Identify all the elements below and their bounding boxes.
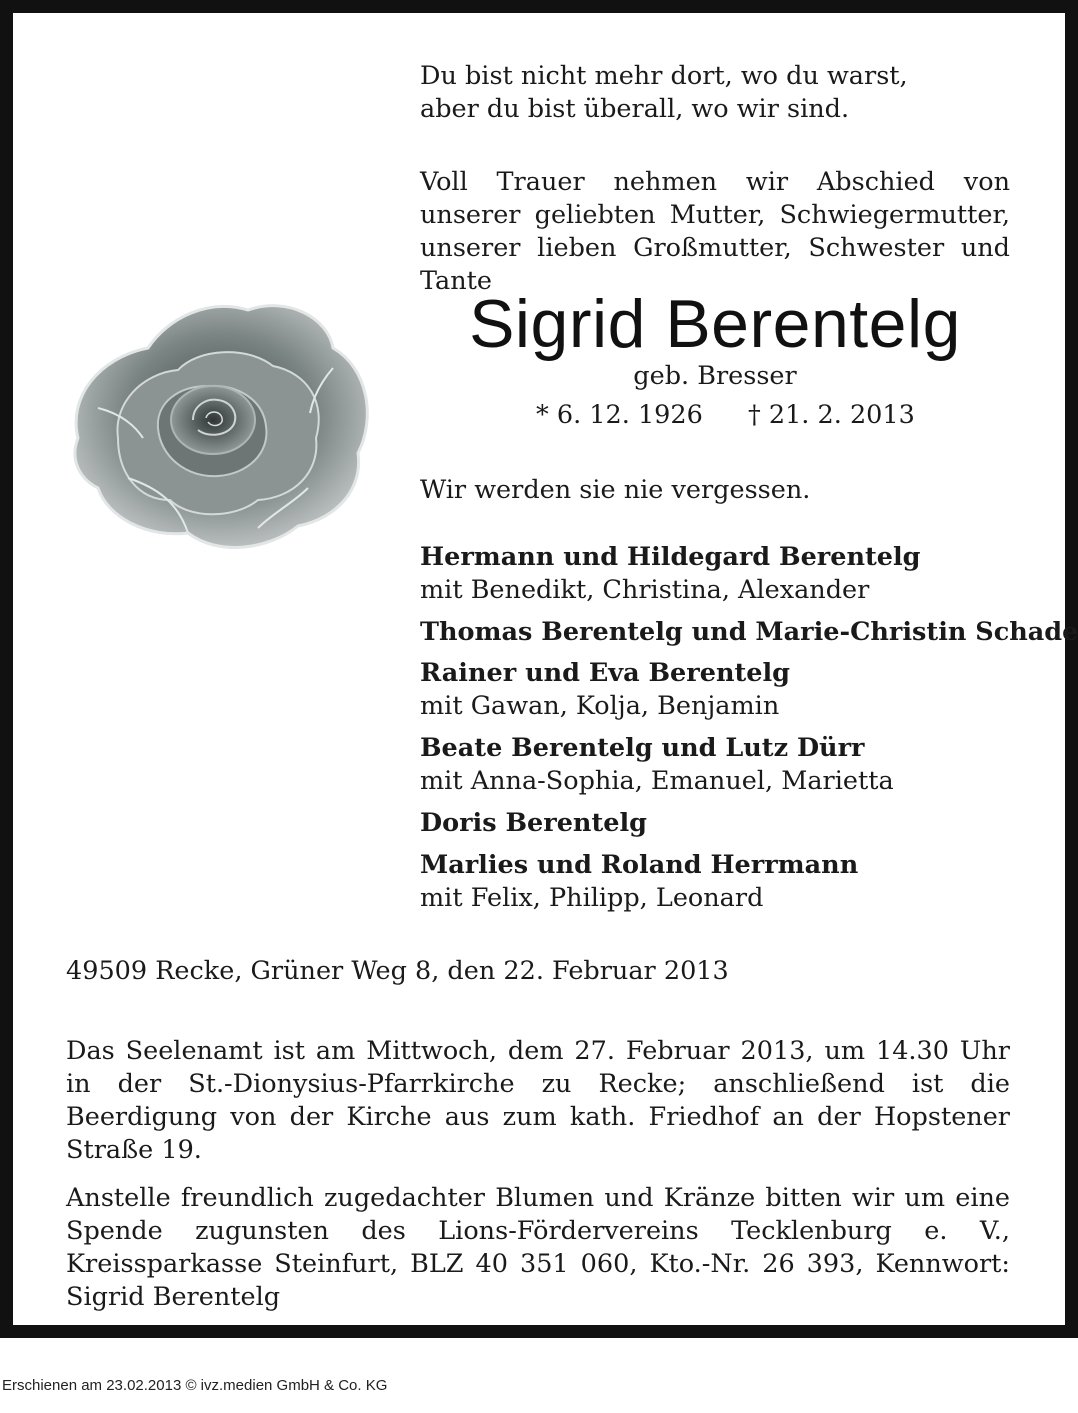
intro-text: Voll Trauer nehmen wir Abschied von unserer geliebten Mutter, Schwiegermutter, unserer lieben Großmutter, Schwester und Tante	[420, 167, 1010, 296]
donation-info: Anstelle freundlich zugedachter Blumen und Kränze bitten wir um eine Spende zugunsten des Lions-Fördervereins Tecklenburg e. V., Kreissparkasse Steinfurt, BLZ 40 351 060, Kto.-Nr. 26 393, Kennwort: Sigrid Berentelg	[66, 1183, 1010, 1312]
birth-date: * 6. 12. 1926	[536, 400, 703, 430]
family-name: Marlies und Roland Herrmann	[420, 850, 859, 880]
remembrance-text: Wir werden sie nie vergessen.	[420, 475, 811, 505]
family-children: mit Felix, Philipp, Leonard	[420, 883, 764, 913]
family-name: Thomas Berentelg und Marie-Christin Schade	[420, 617, 1078, 647]
family-children: mit Benedikt, Christina, Alexander	[420, 575, 870, 605]
deceased-name: Sigrid Berentelg	[469, 286, 961, 362]
maiden-name: geb. Bresser	[633, 361, 797, 391]
family-children: mit Anna-Sophia, Emanuel, Marietta	[420, 766, 894, 796]
family-name: Hermann und Hildegard Berentelg	[420, 542, 921, 572]
family-name: Beate Berentelg und Lutz Dürr	[420, 733, 865, 763]
rose-image	[58, 288, 380, 560]
quote-line-2: aber du bist überall, wo wir sind.	[420, 94, 850, 124]
address-date: 49509 Recke, Grüner Weg 8, den 22. Februar 2013	[66, 956, 729, 986]
family-children: mit Gawan, Kolja, Benjamin	[420, 691, 780, 721]
service-info: Das Seelenamt ist am Mittwoch, dem 27. Februar 2013, um 14.30 Uhr in der St.-Dionysius-Pfarrkirche zu Recke; anschließend ist die Beerdigung von der Kirche aus zum kath. Friedhof an der Hopstener Straße 19.	[66, 1036, 1010, 1165]
quote-line-1: Du bist nicht mehr dort, wo du warst,	[420, 61, 908, 91]
publication-footer: Erschienen am 23.02.2013 © ivz.medien GmbH & Co. KG	[2, 1377, 388, 1394]
family-name: Rainer und Eva Berentelg	[420, 658, 790, 688]
death-date: † 21. 2. 2013	[748, 400, 915, 430]
family-name: Doris Berentelg	[420, 808, 647, 838]
